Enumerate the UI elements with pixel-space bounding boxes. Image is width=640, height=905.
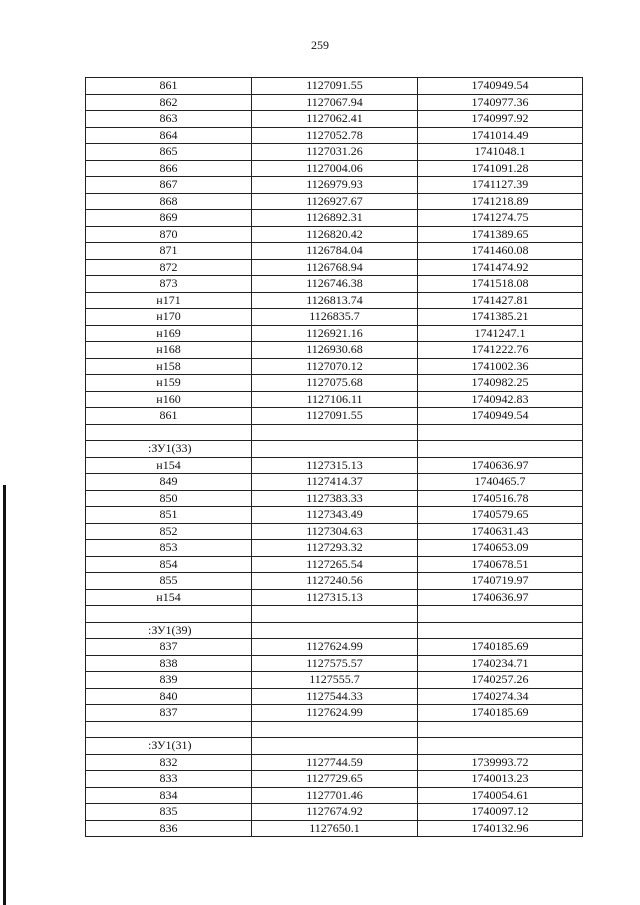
y-coordinate-cell [418, 441, 583, 458]
x-coordinate-cell: 1126835.7 [252, 309, 418, 326]
x-coordinate-cell: 1127555.7 [252, 672, 418, 689]
table-row [86, 474, 583, 491]
x-coordinate-cell [252, 721, 418, 738]
point-cell: н170 [86, 309, 252, 326]
x-coordinate-cell: 1126930.68 [252, 342, 418, 359]
scan-edge-mark [3, 485, 6, 905]
x-coordinate-cell: 1126784.04 [252, 243, 418, 260]
table-row [86, 325, 583, 342]
x-coordinate-cell: 1127315.13 [252, 589, 418, 606]
table-row [86, 358, 583, 375]
x-coordinate-cell: 1127624.99 [252, 639, 418, 656]
y-coordinate-cell [418, 738, 583, 755]
y-coordinate-cell: 1741518.08 [418, 276, 583, 293]
y-coordinate-cell [418, 721, 583, 738]
coordinates-table-container [85, 77, 582, 837]
point-cell: :ЗУ1(33) [86, 441, 252, 458]
x-coordinate-cell: 1127575.57 [252, 655, 418, 672]
y-coordinate-cell: 1740678.51 [418, 556, 583, 573]
point-cell: 833 [86, 771, 252, 788]
y-coordinate-cell: 1741218.89 [418, 193, 583, 210]
table-row [86, 754, 583, 771]
y-coordinate-cell: 1740516.78 [418, 490, 583, 507]
table-row [86, 655, 583, 672]
y-coordinate-cell: 1740636.97 [418, 457, 583, 474]
point-cell: 868 [86, 193, 252, 210]
table-row [86, 391, 583, 408]
y-coordinate-cell: 1740719.97 [418, 573, 583, 590]
x-coordinate-cell: 1127070.12 [252, 358, 418, 375]
point-cell: 837 [86, 639, 252, 656]
table-row [86, 771, 583, 788]
y-coordinate-cell [418, 424, 583, 441]
y-coordinate-cell: 1739993.72 [418, 754, 583, 771]
point-cell: 861 [86, 78, 252, 95]
table-row [86, 705, 583, 722]
x-coordinate-cell: 1127304.63 [252, 523, 418, 540]
y-coordinate-cell: 1741274.75 [418, 210, 583, 227]
table-row [86, 606, 583, 623]
point-cell [86, 721, 252, 738]
x-coordinate-cell: 1127414.37 [252, 474, 418, 491]
point-cell: н154 [86, 457, 252, 474]
x-coordinate-cell [252, 441, 418, 458]
y-coordinate-cell: 1740579.65 [418, 507, 583, 524]
table-row [86, 160, 583, 177]
y-coordinate-cell: 1740054.61 [418, 787, 583, 804]
x-coordinate-cell: 1127293.32 [252, 540, 418, 557]
x-coordinate-cell: 1126820.42 [252, 226, 418, 243]
coordinates-table-body [86, 78, 583, 837]
point-cell: 862 [86, 94, 252, 111]
y-coordinate-cell: 1740949.54 [418, 78, 583, 95]
point-cell: 869 [86, 210, 252, 227]
point-cell: 837 [86, 705, 252, 722]
y-coordinate-cell: 1741014.49 [418, 127, 583, 144]
y-coordinate-cell: 1741091.28 [418, 160, 583, 177]
table-row [86, 639, 583, 656]
point-cell: 873 [86, 276, 252, 293]
point-cell: 849 [86, 474, 252, 491]
table-row [86, 276, 583, 293]
y-coordinate-cell: 1740631.43 [418, 523, 583, 540]
x-coordinate-cell [252, 738, 418, 755]
table-row [86, 688, 583, 705]
x-coordinate-cell: 1127075.68 [252, 375, 418, 392]
table-row [86, 375, 583, 392]
table-row [86, 457, 583, 474]
point-cell: 836 [86, 820, 252, 837]
point-cell: 840 [86, 688, 252, 705]
y-coordinate-cell: 1741127.39 [418, 177, 583, 194]
x-coordinate-cell: 1127383.33 [252, 490, 418, 507]
y-coordinate-cell: 1741427.81 [418, 292, 583, 309]
point-cell: :ЗУ1(31) [86, 738, 252, 755]
x-coordinate-cell [252, 606, 418, 623]
section-header-row [86, 622, 583, 639]
point-cell: н168 [86, 342, 252, 359]
table-row [86, 556, 583, 573]
point-cell: 839 [86, 672, 252, 689]
y-coordinate-cell: 1740465.7 [418, 474, 583, 491]
y-coordinate-cell: 1740185.69 [418, 705, 583, 722]
x-coordinate-cell: 1127052.78 [252, 127, 418, 144]
x-coordinate-cell: 1127315.13 [252, 457, 418, 474]
table-row [86, 540, 583, 557]
x-coordinate-cell: 1127067.94 [252, 94, 418, 111]
point-cell: 865 [86, 144, 252, 161]
y-coordinate-cell: 1740997.92 [418, 111, 583, 128]
y-coordinate-cell: 1740097.12 [418, 804, 583, 821]
point-cell: 864 [86, 127, 252, 144]
x-coordinate-cell: 1126746.38 [252, 276, 418, 293]
point-cell: 872 [86, 259, 252, 276]
x-coordinate-cell: 1127544.33 [252, 688, 418, 705]
point-cell: 854 [86, 556, 252, 573]
table-row [86, 787, 583, 804]
point-cell: 870 [86, 226, 252, 243]
point-cell: 838 [86, 655, 252, 672]
point-cell: :ЗУ1(39) [86, 622, 252, 639]
x-coordinate-cell [252, 622, 418, 639]
point-cell [86, 606, 252, 623]
x-coordinate-cell: 1127674.92 [252, 804, 418, 821]
coordinates-table [85, 77, 583, 837]
table-row [86, 523, 583, 540]
point-cell: 834 [86, 787, 252, 804]
x-coordinate-cell: 1127343.49 [252, 507, 418, 524]
point-cell [86, 424, 252, 441]
y-coordinate-cell: 1741048.1 [418, 144, 583, 161]
y-coordinate-cell: 1740636.97 [418, 589, 583, 606]
point-cell: 852 [86, 523, 252, 540]
table-row [86, 94, 583, 111]
x-coordinate-cell: 1127701.46 [252, 787, 418, 804]
point-cell: 855 [86, 573, 252, 590]
point-cell: н160 [86, 391, 252, 408]
y-coordinate-cell: 1741389.65 [418, 226, 583, 243]
table-row [86, 721, 583, 738]
y-coordinate-cell: 1740949.54 [418, 408, 583, 425]
x-coordinate-cell: 1126927.67 [252, 193, 418, 210]
table-row [86, 507, 583, 524]
y-coordinate-cell [418, 622, 583, 639]
point-cell: 861 [86, 408, 252, 425]
x-coordinate-cell [252, 424, 418, 441]
y-coordinate-cell [418, 606, 583, 623]
point-cell: 866 [86, 160, 252, 177]
table-row [86, 589, 583, 606]
table-row [86, 243, 583, 260]
x-coordinate-cell: 1127744.59 [252, 754, 418, 771]
table-row [86, 127, 583, 144]
y-coordinate-cell: 1740977.36 [418, 94, 583, 111]
y-coordinate-cell: 1740132.96 [418, 820, 583, 837]
table-row [86, 292, 583, 309]
y-coordinate-cell: 1740942.83 [418, 391, 583, 408]
point-cell: н169 [86, 325, 252, 342]
y-coordinate-cell: 1740013.23 [418, 771, 583, 788]
x-coordinate-cell: 1127091.55 [252, 408, 418, 425]
point-cell: 871 [86, 243, 252, 260]
x-coordinate-cell: 1126921.16 [252, 325, 418, 342]
table-row [86, 111, 583, 128]
x-coordinate-cell: 1127031.26 [252, 144, 418, 161]
x-coordinate-cell: 1127265.54 [252, 556, 418, 573]
section-header-row [86, 738, 583, 755]
point-cell: н158 [86, 358, 252, 375]
y-coordinate-cell: 1740982.25 [418, 375, 583, 392]
x-coordinate-cell: 1127106.11 [252, 391, 418, 408]
y-coordinate-cell: 1740653.09 [418, 540, 583, 557]
point-cell: 867 [86, 177, 252, 194]
y-coordinate-cell: 1740185.69 [418, 639, 583, 656]
table-row [86, 309, 583, 326]
table-row [86, 259, 583, 276]
point-cell: н159 [86, 375, 252, 392]
x-coordinate-cell: 1127091.55 [252, 78, 418, 95]
x-coordinate-cell: 1126768.94 [252, 259, 418, 276]
x-coordinate-cell: 1126813.74 [252, 292, 418, 309]
y-coordinate-cell: 1741460.08 [418, 243, 583, 260]
x-coordinate-cell: 1126979.93 [252, 177, 418, 194]
table-row [86, 804, 583, 821]
point-cell: 832 [86, 754, 252, 771]
table-row [86, 78, 583, 95]
x-coordinate-cell: 1127624.99 [252, 705, 418, 722]
point-cell: 853 [86, 540, 252, 557]
table-row [86, 210, 583, 227]
table-row [86, 424, 583, 441]
y-coordinate-cell: 1741002.36 [418, 358, 583, 375]
point-cell: 835 [86, 804, 252, 821]
x-coordinate-cell: 1127729.65 [252, 771, 418, 788]
y-coordinate-cell: 1740274.34 [418, 688, 583, 705]
point-cell: н171 [86, 292, 252, 309]
x-coordinate-cell: 1127004.06 [252, 160, 418, 177]
y-coordinate-cell: 1740234.71 [418, 655, 583, 672]
x-coordinate-cell: 1127650.1 [252, 820, 418, 837]
table-row [86, 490, 583, 507]
table-row [86, 820, 583, 837]
table-row [86, 408, 583, 425]
point-cell: 850 [86, 490, 252, 507]
x-coordinate-cell: 1126892.31 [252, 210, 418, 227]
y-coordinate-cell: 1740257.26 [418, 672, 583, 689]
x-coordinate-cell: 1127240.56 [252, 573, 418, 590]
table-row [86, 342, 583, 359]
x-coordinate-cell: 1127062.41 [252, 111, 418, 128]
table-row [86, 193, 583, 210]
page-number: 259 [311, 38, 329, 52]
y-coordinate-cell: 1741247.1 [418, 325, 583, 342]
y-coordinate-cell: 1741474.92 [418, 259, 583, 276]
point-cell: н154 [86, 589, 252, 606]
table-row [86, 672, 583, 689]
y-coordinate-cell: 1741222.76 [418, 342, 583, 359]
point-cell: 863 [86, 111, 252, 128]
table-row [86, 573, 583, 590]
section-header-row [86, 441, 583, 458]
table-row [86, 177, 583, 194]
point-cell: 851 [86, 507, 252, 524]
table-row [86, 144, 583, 161]
table-row [86, 226, 583, 243]
y-coordinate-cell: 1741385.21 [418, 309, 583, 326]
